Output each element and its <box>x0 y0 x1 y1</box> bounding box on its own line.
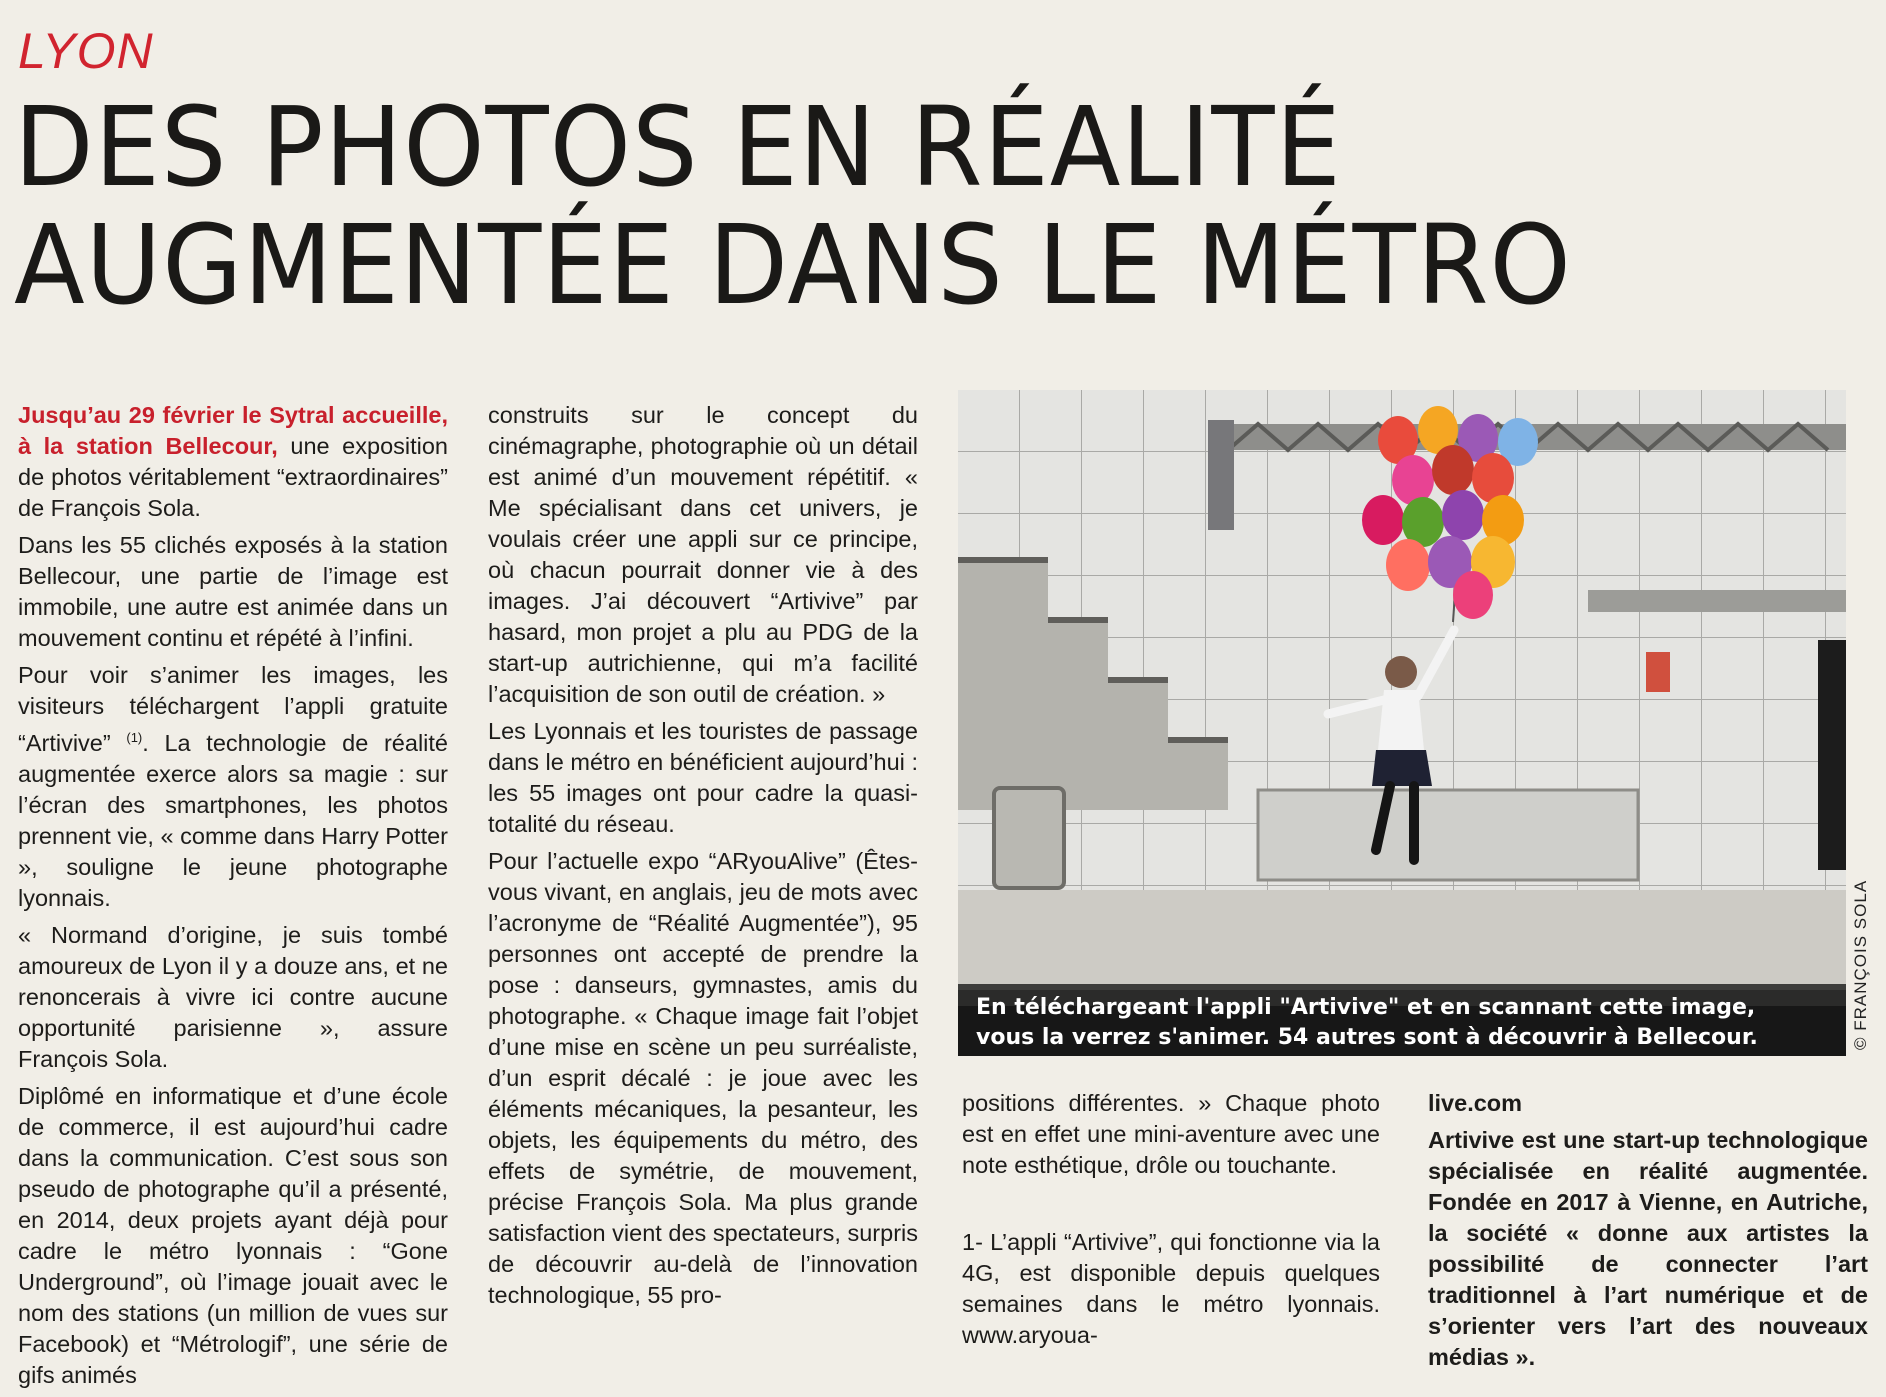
photo-caption-line-2: vous la verrez s'animer. 54 autres sont à découvrir à Bellecour. <box>976 1025 1758 1050</box>
lead-text: Jusqu’au 29 février le Sytral accueille, à la station Bellecour, <box>18 402 448 459</box>
paragraph: Pour l’actuelle expo “ARyouAlive” (Êtes-vous vivant, en anglais, jeu de mots avec l’acronyme de “Réalité Augmentée”), 95 personnes ont accepté de prendre la pose : danseurs, gymnastes, amis du photographe. « Chaque image fait l’objet d’une mise en scène un peu surréaliste, d’un esprit décalé : je joue avec les éléments mécaniques, la pesanteur, les objets, les équipements du métro, des effets de symétrie, de mouvement, précise François Sola. Ma plus grande satisfaction vient des spectateurs, surpris de découvrir au-delà de l’innovation technologique, 55 pro- <box>488 848 918 1308</box>
paragraph-text: une exposition de photos véritablement “extraordinaires” de François Sola. <box>18 433 449 521</box>
article-column-3 <box>962 1088 1380 1357</box>
footnote: 1- L’appli “Artivive”, qui fonctionne via la 4G, est disponible depuis quelques semaines dans le métro lyonnais. www.aryoua- <box>962 1229 1380 1348</box>
paragraph: « Normand d’origine, je suis tombé amoureux de Lyon il y a douze ans, et ne renoncerais à vivre ici contre aucune opportunité parisienne », assure François Sola. <box>18 921 448 1072</box>
paragraph: Dans les 55 clichés exposés à la station Bellecour, une partie de l’image est immobile, une autre est animée dans un mouvement continu et répété à l’infini. <box>18 532 448 651</box>
paragraph-text: . La technologie de réalité augmentée exerce alors sa magie : sur l’écran des smartphones, les photos prennent vie, « comme dans Harry Potter », souligne le jeune photographe lyonnais. <box>18 729 448 911</box>
headline-line-1: DES PHOTOS EN RÉALITÉ <box>14 83 1342 211</box>
paragraph-text: Pour voir s’animer les images, les visiteurs téléchargent l’appli gratuite “Artivive” <box>18 662 448 756</box>
paragraph: construits sur le concept du cinémagraphe, photographie où un détail est animé d’un mouvement répétitif. « Me spécialisant dans cet univers, je voulais créer une appli sur ce principe, où chacun pourrait donner vie à des images. J’ai découvert “Artivive” par hasard, mon projet a plu au PDG de la start-up autrichienne, qui m’a facilité l’acquisition de son outil de création. » <box>488 402 918 707</box>
section-label: LYON <box>18 23 154 79</box>
headline <box>14 83 1762 329</box>
footnote-ref: (1) <box>126 730 143 745</box>
photo-caption-line-1: En téléchargeant l'appli "Artivive" et en scannant cette image, <box>976 995 1756 1020</box>
article-photo <box>958 390 1846 1056</box>
headline-line-2: AUGMENTÉE DANS LE MÉTRO <box>14 201 1572 329</box>
paragraph <box>18 660 448 914</box>
footnote-continuation: live.com <box>1428 1090 1523 1116</box>
paragraph <box>18 400 448 524</box>
metro-platform-illustration <box>958 390 1846 1056</box>
article-column-1 <box>18 400 448 1397</box>
photo-credit: © FRANÇOIS SOLA <box>1851 879 1870 1050</box>
paragraph: positions différentes. » Chaque photo est en effet une mini-aventure avec une note esthétique, drôle ou touchante. <box>962 1090 1380 1178</box>
paragraph: Les Lyonnais et les touristes de passage dans le métro en bénéficient aujourd’hui : les 55 images ont pour cadre la quasi-totalité du réseau. <box>488 718 918 837</box>
sidebar-paragraph: Artivive est une start-up technologique spécialisée en réalité augmentée. Fondée en 2017 à Vienne, en Autriche, la société « donne aux artistes la possibilité de connecter l’art traditionnel à l’art numérique et de s’orienter vers l’art des nouveaux médias ». <box>1428 1127 1868 1370</box>
article-column-2 <box>488 400 918 1317</box>
article-column-4 <box>1428 1088 1868 1379</box>
paragraph: Diplômé en informatique et d’une école de commerce, il est aujourd’hui cadre dans la communication. C’est sous son pseudo de photographe qu’il a présenté, en 2014, deux projets ayant déjà pour cadre le métro lyonnais : “Gone Underground”, où l’image jouait avec le nom des stations (un million de vues sur Facebook) et “Métrologif”, une série de gifs animés <box>18 1082 448 1388</box>
